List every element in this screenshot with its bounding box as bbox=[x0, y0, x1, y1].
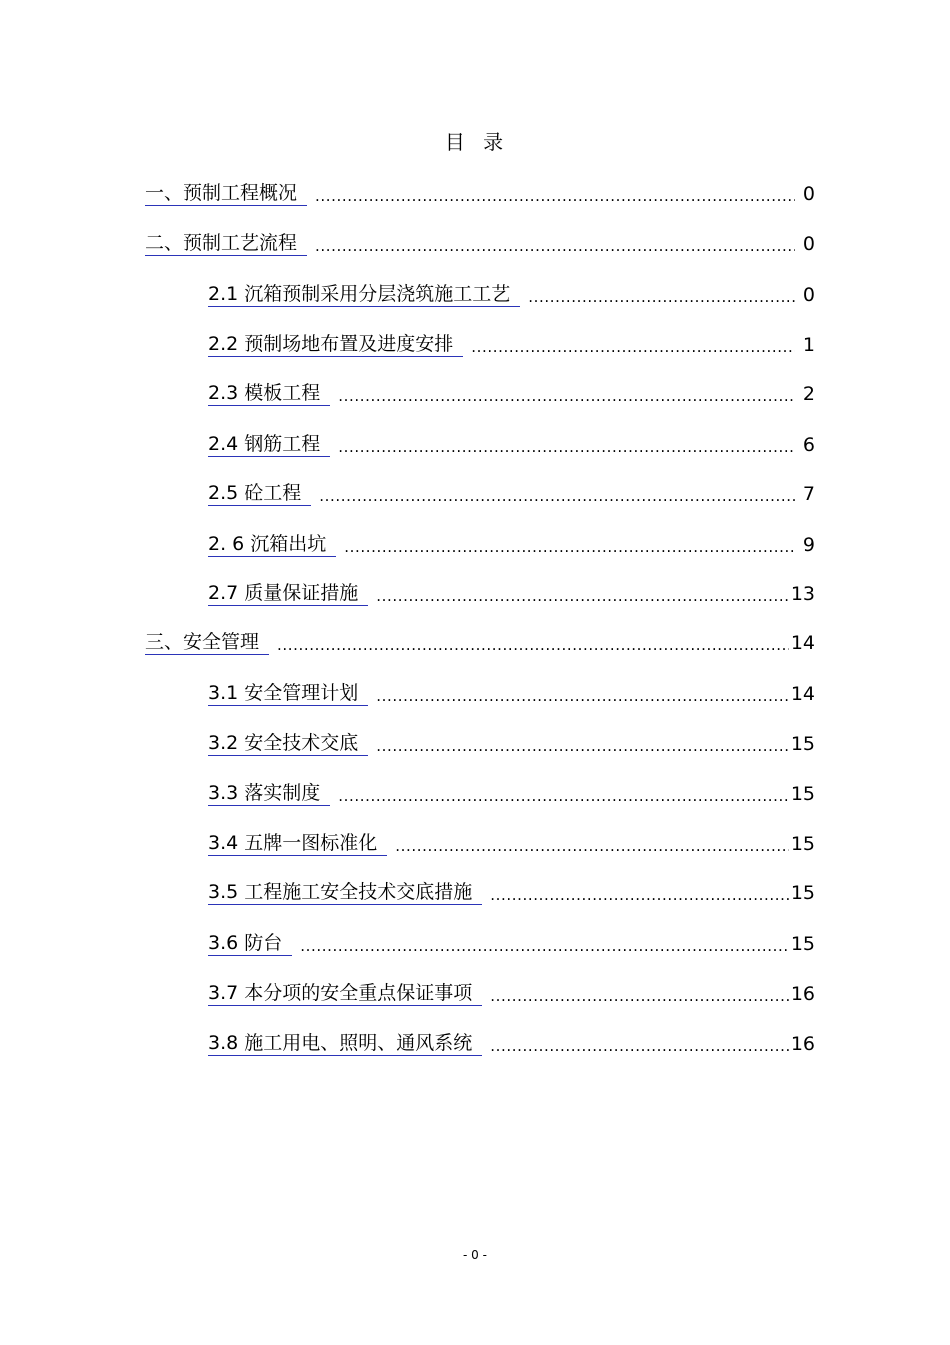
toc-entry-label[interactable]: 二、预制工艺流程 bbox=[145, 231, 307, 256]
toc-entry[interactable] bbox=[208, 678, 815, 706]
toc-entry-page: 15 bbox=[790, 833, 815, 855]
toc-leader-dots bbox=[338, 433, 795, 457]
toc-entry-label[interactable]: 2.5 砼工程 bbox=[208, 481, 311, 506]
toc-leader-dots bbox=[490, 881, 789, 905]
toc-entry-label[interactable]: 一、预制工程概况 bbox=[145, 181, 307, 206]
toc-entry-label[interactable]: 2. 6 沉箱出坑 bbox=[208, 532, 336, 557]
toc-entry-page: 15 bbox=[790, 783, 815, 805]
toc-entry-label[interactable]: 2.3 模板工程 bbox=[208, 381, 330, 406]
toc-leader-dots bbox=[338, 382, 795, 406]
toc-entry[interactable] bbox=[208, 778, 815, 806]
toc-leader-dots bbox=[528, 283, 795, 307]
toc-leader-dots bbox=[490, 1032, 789, 1056]
toc-leader-dots bbox=[338, 782, 789, 806]
toc-entry[interactable] bbox=[208, 378, 815, 406]
page-number: - 0 - bbox=[463, 1248, 487, 1262]
toc-leader-dots bbox=[376, 732, 789, 756]
toc-entry[interactable] bbox=[208, 978, 815, 1006]
toc-entry-label[interactable]: 3.5 工程施工安全技术交底措施 bbox=[208, 880, 482, 905]
toc-entry-label[interactable]: 2.4 钢筋工程 bbox=[208, 432, 330, 457]
toc-title: 目 录 bbox=[444, 130, 506, 154]
toc-leader-dots bbox=[300, 932, 789, 956]
toc-entry[interactable] bbox=[208, 478, 815, 506]
toc-entry-page: 15 bbox=[790, 882, 815, 904]
toc-entry[interactable] bbox=[145, 178, 815, 206]
toc-entry[interactable] bbox=[145, 228, 815, 256]
toc-entry-page: 7 bbox=[802, 483, 815, 505]
toc-entry-page: 15 bbox=[790, 933, 815, 955]
toc-leader-dots bbox=[344, 533, 795, 557]
toc-leader-dots bbox=[315, 182, 795, 206]
toc-entry-label[interactable]: 3.2 安全技术交底 bbox=[208, 731, 368, 756]
toc-leader-dots bbox=[376, 582, 789, 606]
toc-entry[interactable] bbox=[208, 877, 815, 905]
toc-entry-label[interactable]: 2.1 沉箱预制采用分层浇筑施工工艺 bbox=[208, 282, 520, 307]
toc-leader-dots bbox=[395, 832, 789, 856]
toc-leader-dots bbox=[471, 333, 795, 357]
toc-entry-label[interactable]: 2.7 质量保证措施 bbox=[208, 581, 368, 606]
toc-leader-dots bbox=[319, 482, 795, 506]
toc-entry-page: 2 bbox=[802, 383, 815, 405]
toc-entry[interactable] bbox=[208, 928, 815, 956]
toc-entry-label[interactable]: 3.8 施工用电、照明、通风系统 bbox=[208, 1031, 482, 1056]
toc-entry[interactable] bbox=[208, 429, 815, 457]
toc-entry-page: 14 bbox=[790, 632, 815, 654]
toc-entry-page: 9 bbox=[802, 534, 815, 556]
toc-leader-dots bbox=[277, 631, 789, 655]
toc-entry-label[interactable]: 3.1 安全管理计划 bbox=[208, 681, 368, 706]
toc-entry-page: 1 bbox=[802, 334, 815, 356]
toc-leader-dots bbox=[490, 982, 789, 1006]
toc-entry[interactable] bbox=[145, 627, 815, 655]
toc-leader-dots bbox=[376, 682, 789, 706]
toc-leader-dots bbox=[315, 232, 795, 256]
toc-entry-label[interactable]: 3.4 五牌一图标准化 bbox=[208, 831, 387, 856]
toc-entry-label[interactable]: 2.2 预制场地布置及进度安排 bbox=[208, 332, 463, 357]
toc-entry-page: 6 bbox=[802, 434, 815, 456]
toc-entry[interactable] bbox=[208, 529, 815, 557]
toc-entry-label[interactable]: 3.6 防台 bbox=[208, 931, 292, 956]
toc-entry-label[interactable]: 3.7 本分项的安全重点保证事项 bbox=[208, 981, 482, 1006]
toc-entry-page: 0 bbox=[802, 284, 815, 306]
toc-entry[interactable] bbox=[208, 578, 815, 606]
toc-entry-page: 0 bbox=[802, 233, 815, 255]
toc-entry[interactable] bbox=[208, 279, 815, 307]
toc-entry[interactable] bbox=[208, 728, 815, 756]
toc-entry-page: 16 bbox=[790, 983, 815, 1005]
toc-entry-page: 0 bbox=[802, 183, 815, 205]
toc-entry[interactable] bbox=[208, 1028, 815, 1056]
toc-entry-page: 13 bbox=[790, 583, 815, 605]
toc-entry[interactable] bbox=[208, 329, 815, 357]
toc-entry-page: 14 bbox=[790, 683, 815, 705]
toc-entry[interactable] bbox=[208, 828, 815, 856]
toc-entry-label[interactable]: 三、安全管理 bbox=[145, 630, 269, 655]
toc-entry-page: 16 bbox=[790, 1033, 815, 1055]
toc-entry-page: 15 bbox=[790, 733, 815, 755]
toc-entry-label[interactable]: 3.3 落实制度 bbox=[208, 781, 330, 806]
